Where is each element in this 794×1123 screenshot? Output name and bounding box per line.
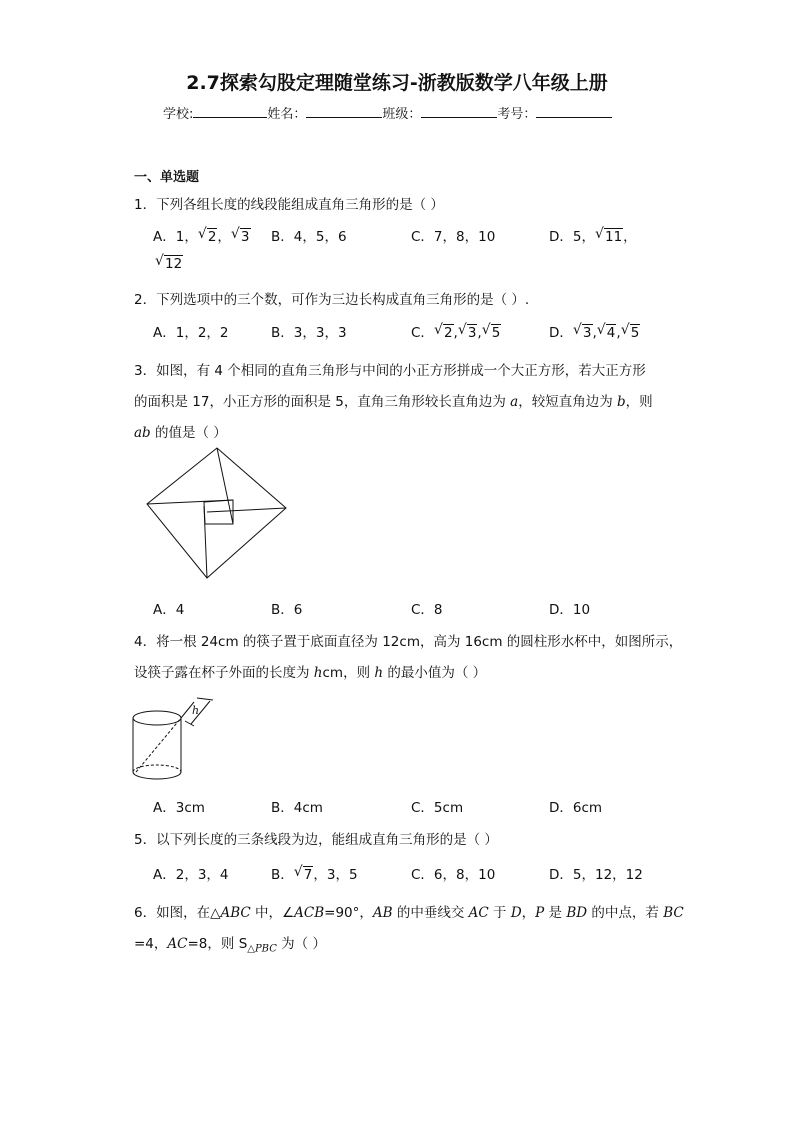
text: 的值是（ ） [150, 425, 227, 441]
radicand: 7 [303, 867, 313, 883]
question-5-option-d: D．5，12，12 [549, 867, 643, 883]
radicand: 5 [630, 325, 640, 341]
radicand: 3 [240, 229, 250, 245]
sqrt: √ 3 [572, 322, 592, 341]
class-blank [421, 105, 497, 118]
text: 中，∠ [250, 905, 295, 921]
sqrt: √ 12 [155, 253, 183, 272]
cup-top-rim [133, 711, 181, 725]
math-ac: AC [167, 936, 188, 952]
question-1-option-c: C．7，8，10 [411, 229, 496, 245]
text: 为（ ） [276, 936, 326, 952]
question-3-option-b: B．6 [271, 602, 303, 618]
question-3-line-2 [134, 390, 653, 410]
question-3-option-d: D．10 [549, 602, 591, 618]
text: ， [521, 905, 536, 921]
text: 的中点，若 [587, 905, 664, 921]
student-info-line [163, 103, 612, 122]
question-4-option-d: D．6cm [549, 800, 603, 816]
question-6-line-1 [134, 901, 684, 921]
question-5-option-c: C．6，8，10 [411, 867, 496, 883]
separator: ， [623, 229, 637, 245]
option-text: A．1， [153, 229, 198, 245]
school-label: 学校: [163, 107, 194, 122]
school-blank [193, 105, 267, 118]
cylinder-cup-figure [128, 688, 228, 784]
text: cm，则 [322, 665, 375, 681]
text: =4， [134, 936, 168, 952]
option-text: D．5， [549, 229, 595, 245]
sqrt: √ 11 [594, 226, 623, 245]
chopstick-inside [136, 718, 181, 772]
question-2-option-a: A．1，2，2 [153, 325, 229, 341]
variable-a: a [510, 394, 519, 410]
question-4-option-a: A．3cm [153, 800, 205, 816]
question-3-option-c: C．8 [411, 602, 443, 618]
radicand: 2 [207, 229, 217, 245]
question-4-option-b: B．4cm [271, 800, 323, 816]
question-1-option-a [153, 225, 251, 245]
variable-h: h [374, 665, 384, 681]
math-ab: AB [372, 905, 393, 921]
question-3-line-1: 3．如图，有 4 个相同的直角三角形与中间的小正方形拼成一个大正方形，若大正方形 [134, 363, 646, 379]
text: 的中垂线交 [392, 905, 469, 921]
outer-square [147, 448, 286, 578]
math-ac: AC [468, 905, 489, 921]
radicand: 5 [491, 325, 501, 341]
question-1-option-d-cont [155, 253, 183, 272]
text: 的面积是 17，小正方形的面积是 5，直角三角形较长直角边为 [134, 394, 511, 410]
separator: , [453, 325, 458, 341]
separator: , [616, 325, 621, 341]
variable-h: h [313, 665, 323, 681]
text: ，则 [625, 394, 653, 410]
radicand: 2 [443, 325, 453, 341]
figure-label-h: h [192, 704, 200, 717]
question-6-line-2 [134, 932, 326, 955]
question-5-option-a: A．2，3，4 [153, 867, 229, 883]
math-bc: BC [663, 905, 684, 921]
exam-no-blank [536, 105, 612, 118]
class-label: 班级： [382, 107, 422, 122]
question-4-line-1: 4．将一根 24cm 的筷子置于底面直径为 12cm，高为 16cm 的圆柱形水杯中，如图所示， [134, 634, 683, 650]
page-title: 2.7探索勾股定理随堂练习-浙教版数学八年级上册 [186, 72, 608, 94]
option-text: C． [411, 325, 434, 341]
inner-line-2 [207, 508, 286, 512]
section-title: 一、单选题 [134, 170, 200, 185]
question-5-option-b [271, 863, 358, 883]
radicand: 3 [582, 325, 592, 341]
text: =90°， [324, 905, 373, 921]
text: 是 [544, 905, 567, 921]
variable-ab: ab [134, 425, 151, 441]
text: 6．如图，在△ [134, 905, 221, 921]
text: 的最小值为（ ） [383, 665, 487, 681]
math-d: D [510, 905, 522, 921]
exam-no-label: 考号： [497, 107, 537, 122]
separator: ， [217, 229, 231, 245]
question-4-option-c: C．5cm [411, 800, 464, 816]
text: 设筷子露在杯子外面的长度为 [134, 665, 314, 681]
text: ，较短直角边为 [518, 394, 617, 410]
sqrt: √ 3 [230, 226, 250, 245]
option-text: D． [549, 325, 573, 341]
variable-b: b [617, 394, 626, 410]
cup-bottom-back [133, 765, 181, 772]
text: =8，则 S [187, 936, 248, 952]
text: 于 [488, 905, 511, 921]
sqrt: √ 5 [620, 322, 640, 341]
option-text: B． [271, 867, 294, 883]
question-1-option-d [549, 225, 637, 245]
question-2-option-d [549, 321, 640, 341]
question-5-stem: 5．以下列长度的三条线段为边，能组成直角三角形的是（ ） [134, 832, 498, 848]
name-label: 姓名： [267, 107, 307, 122]
question-2-option-c [411, 321, 501, 341]
question-3-option-a: A．4 [153, 602, 185, 618]
separator: , [592, 325, 597, 341]
sqrt: √ 4 [596, 322, 616, 341]
radicand: 11 [604, 229, 623, 245]
radicand: 3 [467, 325, 477, 341]
sqrt: √ 7 [293, 864, 313, 883]
radicand: 4 [606, 325, 616, 341]
radicand: 12 [165, 256, 183, 272]
question-1-option-b: B．4，5，6 [271, 229, 347, 245]
math-acb: ACB [294, 905, 325, 921]
option-text: ，3，5 [313, 867, 358, 883]
question-4-line-2 [134, 661, 486, 681]
sqrt: √ 2 [433, 322, 453, 341]
math-p: P [535, 905, 545, 921]
sqrt: √ 5 [481, 322, 501, 341]
separator: , [477, 325, 482, 341]
pinwheel-square-figure [140, 444, 290, 584]
sqrt: √ 3 [457, 322, 477, 341]
name-blank [306, 105, 382, 118]
question-2-stem: 2．下列选项中的三个数，可作为三边长构成直角三角形的是（ ）. [134, 292, 530, 308]
question-2-option-b: B．3，3，3 [271, 325, 347, 341]
question-1-stem: 1．下列各组长度的线段能组成直角三角形的是（ ） [134, 197, 444, 213]
question-3-line-3 [134, 421, 227, 441]
math-abc: ABC [220, 905, 251, 921]
math-bd: BD [566, 905, 588, 921]
area-subscript: △PBC [247, 943, 277, 955]
measure-tick-2 [197, 698, 213, 700]
cup-bottom-front [133, 772, 181, 779]
sqrt: √ 2 [197, 226, 217, 245]
